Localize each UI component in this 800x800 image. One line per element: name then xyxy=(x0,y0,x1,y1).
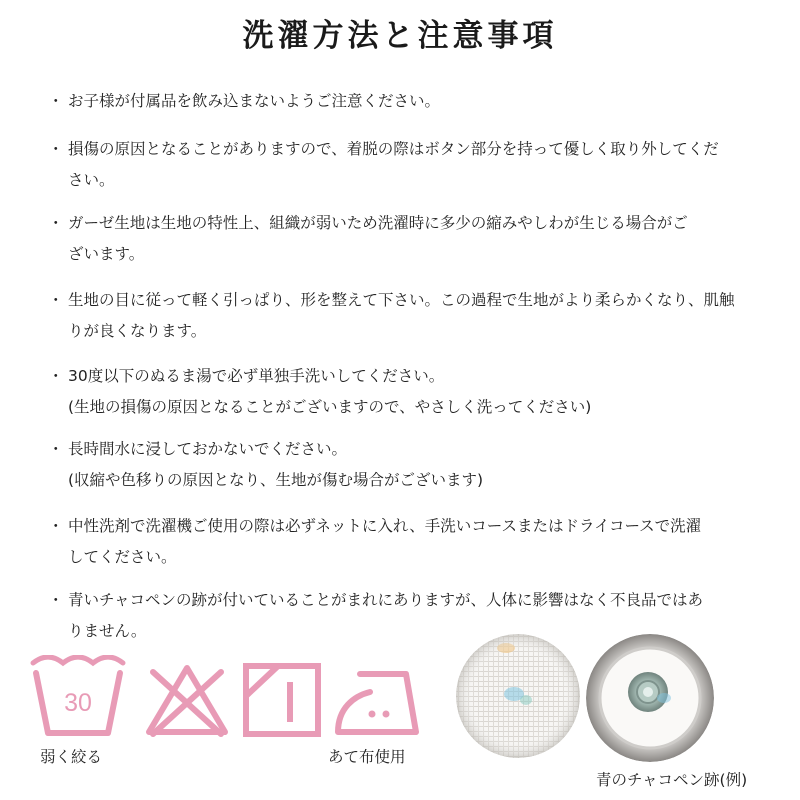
note-item xyxy=(48,86,758,117)
dry-flat-shade-icon xyxy=(242,662,322,738)
note-line: りません。 xyxy=(68,622,147,640)
wash-caption: 弱く絞る xyxy=(40,748,103,766)
iron-low-icon xyxy=(330,662,426,738)
wash-temperature: 30 xyxy=(64,689,92,717)
note-line: 損傷の原因となることがありますので、着脱の際はボタン部分を持って優しく取り外してくだ xyxy=(68,140,719,158)
note-line: (生地の損傷の原因となることがございますので、やさしく洗ってください) xyxy=(68,398,592,416)
note-line: (収縮や色移りの原因となり、生地が傷む場合がございます) xyxy=(68,471,484,489)
note-item xyxy=(48,511,758,573)
note-line: 30度以下のぬるま湯で必ず単独手洗いしてください。 xyxy=(68,367,445,385)
note-item xyxy=(48,134,758,196)
note-item xyxy=(48,208,758,270)
note-item xyxy=(48,434,758,496)
note-line: 中性洗剤で洗濯機ご使用の際は必ずネットに入れ、手洗いコースまたはドライコースで洗濯 xyxy=(68,517,702,535)
button-chalk-photo xyxy=(586,634,714,762)
bullet: ・ xyxy=(48,517,64,535)
wash-tub-30-icon xyxy=(28,655,128,740)
note-line: お子様が付属品を飲み込まないようご注意ください。 xyxy=(68,92,441,110)
note-line: してください。 xyxy=(68,548,177,566)
page-title: 洗濯方法と注意事項 xyxy=(242,18,558,54)
note-line: さい。 xyxy=(68,171,115,189)
photo-caption: 青のチャコペン跡(例) xyxy=(596,771,748,789)
bullet: ・ xyxy=(48,214,64,232)
bullet: ・ xyxy=(48,291,64,309)
bullet: ・ xyxy=(48,367,64,385)
note-line: 生地の目に従って軽く引っぱり、形を整えて下さい。この過程で生地がより柔らかくなり、肌触 xyxy=(68,291,735,309)
note-line: りが良くなります。 xyxy=(68,322,207,340)
fabric-chalk-photo xyxy=(456,634,580,758)
no-bleach-icon xyxy=(143,662,231,738)
bullet: ・ xyxy=(48,140,64,158)
iron-caption: あて布使用 xyxy=(328,748,406,766)
note-line: ざいます。 xyxy=(68,245,145,263)
note-line: 長時間水に浸しておかないでください。 xyxy=(68,440,348,458)
note-item xyxy=(48,285,758,347)
note-item xyxy=(48,361,758,423)
bullet: ・ xyxy=(48,591,64,609)
note-line: ガーゼ生地は生地の特性上、組織が弱いため洗濯時に多少の縮みやしわが生じる場合がご xyxy=(68,214,688,232)
note-line: 青いチャコペンの跡が付いていることがまれにありますが、人体に影響はなく不良品ではあ xyxy=(68,591,704,609)
bullet: ・ xyxy=(48,92,64,110)
bullet: ・ xyxy=(48,440,64,458)
